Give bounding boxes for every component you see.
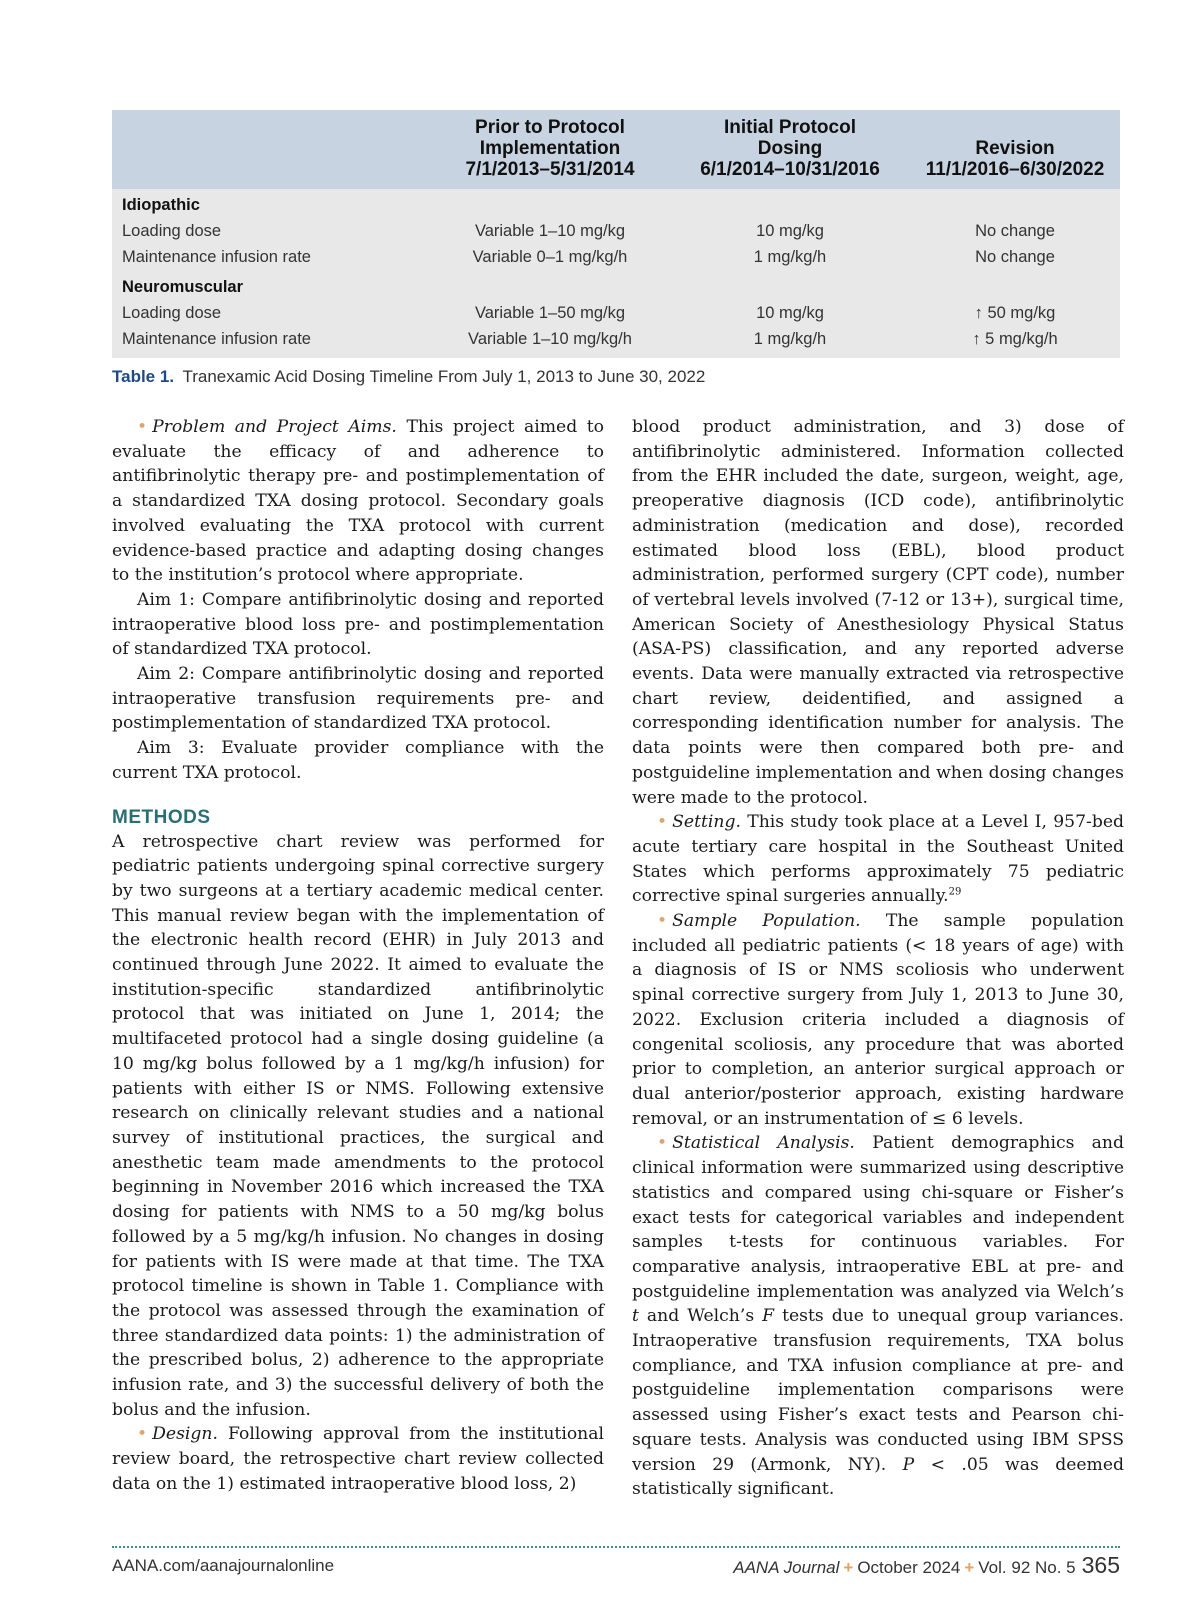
table-header-initial: Initial Protocol Dosing 6/1/2014–10/31/2016: [670, 110, 910, 189]
plus-separator-icon: +: [964, 1558, 975, 1577]
cell-initial: 1 mg/kg/h: [670, 326, 910, 358]
stats-paragraph: • Statistical Analysis. Patient demographics and clinical information were summarized using descriptive statistics and compared using chi-square or Fisher’s exact tests for categorical variables and independent samples t-tests for continuous variables. For comparative analysis, intraoperative EBL at pre- and postguideline implementation was analyzed via Welch’s t and Welch’s F tests due to unequal group variances. Intraoperative transfusion requirements, TXA bolus compliance, and TXA infusion compliance at pre- and postguideline implementation comparisons were assessed using Fisher’s exact tests and Pearson chi-square tests. Analysis was conducted using IBM SPSS version 29 (Armonk, NY). P < .05 was deemed statistically significant.: [632, 1133, 1125, 1500]
design-continued-paragraph: blood product administration, and 3) dose of antifibrinolytic administered. Information collected from the EHR included the date, surgeon, weight, age, preoperative diagnosis (ICD code), antifibrinolytic administration (medication and dose), recorded estimated blood loss (EBL), blood product administration, performed surgery (CPT code), number of vertebral levels involved (7-12 or 13+), surgical time, American Society of Anesthesiology Physical Status (ASA-PS) classification, and any reported adverse events. Data were manually extracted via retrospective chart review, deidentified, and assigned a corresponding identification number for analysis. The data points were then compared both pre- and postguideline implementation and when dosing changes were made to the protocol.: [632, 417, 1124, 808]
cell-prior: Variable 1–50 mg/kg: [430, 300, 670, 326]
aim2-paragraph: Aim 2: Compare antifibrinolytic dosing and reported intraoperative transfusion requirements pre- and postimplementation of standardized TXA protocol.: [112, 664, 604, 734]
cell-prior: Variable 0–1 mg/kg/h: [430, 245, 670, 271]
table-group-row: [112, 271, 1120, 301]
table-caption-text: Tranexamic Acid Dosing Timeline From July 1, 2013 to June 30, 2022: [182, 367, 706, 386]
aim3-paragraph: Aim 3: Evaluate provider compliance with the current TXA protocol.: [112, 738, 604, 783]
cell-revision: ↑ 5 mg/kg/h: [910, 326, 1120, 358]
bullet-dot-icon: •: [657, 812, 668, 833]
right-column: [632, 415, 1124, 1502]
cell-initial: 1 mg/kg/h: [670, 245, 910, 271]
methods-heading: METHODS: [112, 806, 211, 828]
table-group-neuromuscular: Neuromuscular: [112, 271, 1120, 301]
cell-revision: No change: [910, 245, 1120, 271]
table-header-blank: [112, 110, 430, 189]
dosing-table-container: [112, 110, 1120, 358]
page-number: 365: [1081, 1552, 1120, 1578]
sample-runin-heading: Sample Population.: [672, 911, 861, 932]
left-column: [112, 415, 604, 1497]
table-header-revision: Revision 11/1/2016–6/30/2022: [910, 110, 1120, 189]
section-gap: [112, 786, 604, 806]
cell-revision: ↑ 50 mg/kg: [910, 300, 1120, 326]
stats-runin-heading: Statistical Analysis.: [672, 1133, 855, 1154]
cell-revision: No change: [910, 219, 1120, 245]
table-caption: [112, 367, 1120, 387]
row-label: Loading dose: [112, 219, 430, 245]
table-row: [112, 245, 1120, 271]
design-runin-heading: Design.: [152, 1424, 218, 1445]
footer-citation: [733, 1552, 1120, 1579]
cell-initial: 10 mg/kg: [670, 219, 910, 245]
cell-prior: Variable 1–10 mg/kg/h: [430, 326, 670, 358]
footer-divider: [112, 1546, 1120, 1548]
aim1-paragraph: Aim 1: Compare antifibrinolytic dosing and reported intraoperative blood loss pre- and postimplementation of standardized TXA protocol.: [112, 589, 604, 660]
dosing-table: [112, 110, 1120, 358]
design-paragraph: • Design. Following approval from the institutional review board, the retrospective chart review collected data on the 1) estimated intraoperative blood loss, 2): [112, 1424, 604, 1494]
table-row: [112, 300, 1120, 326]
table-row: [112, 326, 1120, 358]
bullet-dot-icon: •: [137, 417, 148, 437]
row-label: Loading dose: [112, 300, 430, 326]
bullet-dot-icon: •: [657, 1133, 668, 1154]
row-label: Maintenance infusion rate: [112, 326, 430, 358]
plus-separator-icon: +: [843, 1558, 854, 1577]
page-footer: [112, 1552, 1120, 1580]
bullet-dot-icon: •: [657, 911, 668, 932]
footer-journal: AANA Journal: [733, 1558, 840, 1577]
table-header-prior: Prior to Protocol Implementation 7/1/2013–5/31/2014: [430, 110, 670, 189]
sample-paragraph: • Sample Population. The sample population included all pediatric patients (< 18 years of age) with a diagnosis of IS or NMS scoliosis who underwent spinal corrective surgery from July 1, 2013 to June 30, 2022. Exclusion criteria included a diagnosis of congenital scoliosis, any procedure that was aborted prior to completion, an anterior surgical approach or dual anterior/posterior approach, existing hardware removal, or an instrumentation of ≤ 6 levels.: [632, 911, 1124, 1129]
cell-initial: 10 mg/kg: [670, 300, 910, 326]
table-group-row: [112, 189, 1120, 219]
aims-runin-heading: Problem and Project Aims.: [152, 417, 397, 437]
bullet-dot-icon: •: [137, 1424, 148, 1445]
setting-runin-heading: Setting.: [672, 812, 741, 833]
setting-paragraph: • Setting. This study took place at a Level I, 957-bed acute tertiary care hospital in the Southeast United States which performs approximately 75 pediatric corrective spinal surgeries annually.$^{29}$: [632, 812, 1124, 907]
table-group-idiopathic: Idiopathic: [112, 189, 1120, 219]
footer-date: October 2024: [857, 1558, 961, 1577]
table-caption-label: Table 1.: [112, 367, 175, 386]
row-label: Maintenance infusion rate: [112, 245, 430, 271]
cell-prior: Variable 1–10 mg/kg: [430, 219, 670, 245]
footer-volume: Vol. 92 No. 5: [978, 1558, 1076, 1577]
reference-superscript: 29: [948, 886, 962, 898]
methods-paragraph: A retrospective chart review was performed for pediatric patients undergoing spinal corrective surgery by two surgeons at a tertiary academic medical center. This manual review began with the implementation of the electronic health record (EHR) in July 2013 and continued through June 2022. It aimed to evaluate the institution-specific standardized antifibrinolytic protocol that was initiated on June 1, 2014; the multifaceted protocol had a single dosing guideline (a 10 mg/kg bolus followed by a 1 mg/kg/h infusion) for patients with either IS or NMS. Following extensive research on clinically relevant studies and a national survey of institutional practices, the surgical and anesthetic team made amendments to the protocol beginning in November 2016 which increased the TXA dosing for patients with NMS to a 50 mg/kg bolus followed by a 5 mg/kg/h infusion. No changes in dosing for patients with IS were made at that time. The TXA protocol timeline is shown in Table 1. Compliance with the protocol was assessed through the examination of three standardized data points: 1) the administration of the prescribed bolus, 2) adherence to the appropriate infusion rate, and 3) the successful delivery of both the bolus and the infusion.: [112, 831, 604, 1420]
footer-website-link[interactable]: AANA.com/aanajournalonline: [112, 1556, 335, 1575]
table-row: [112, 219, 1120, 245]
aims-paragraph: • Problem and Project Aims. This project aimed to evaluate the efficacy of and adherence to antifibrinolytic therapy pre- and postimplementation of a standardized TXA dosing protocol. Secondary goals involved evaluating the TXA protocol with current evidence-based practice and adapting dosing changes to the institution’s protocol where appropriate.: [112, 417, 605, 586]
table-header-row: [112, 110, 1120, 189]
